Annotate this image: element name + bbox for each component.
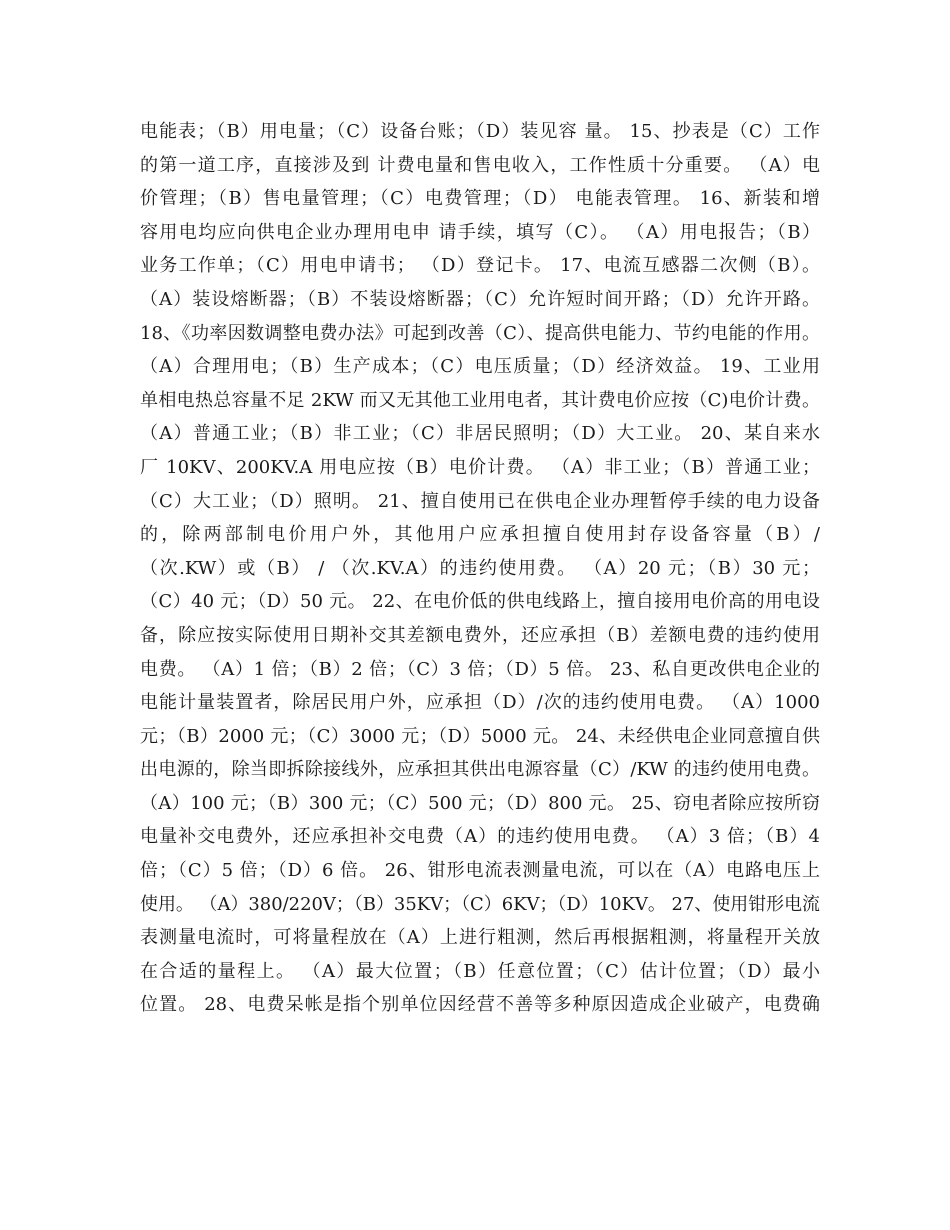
text-line-20: 出电源的，除当即拆除接线外，应承担其供出电源容量（C）/KW 的违约使用电费。 (140, 759, 820, 781)
text-line-2: 的第一道工序，直接涉及到 计费电量和售电收入，工作性质十分重要。 （A）电 (140, 154, 820, 176)
text-line-25: 表测量电流时，可将量程放在（A）上进行粗测，然后再根据粗测，将量程开关放 (140, 927, 820, 949)
text-line-23: 倍；（C）5 倍；（D）6 倍。 26、钳形电流表测量电流，可以在（A）电路电压上 (140, 860, 820, 882)
text-line-6: （A）装设熔断器；（B）不装设熔断器；（C）允许短时间开路；（D）允许开路。 (140, 288, 820, 310)
text-line-26: 在合适的量程上。 （A）最大位置；（B）任意位置；（C）估计位置；（D）最小 (140, 960, 820, 982)
text-line-15: （C）40 元；（D）50 元。 22、在电价低的供电线路上，擅自接用电价高的用电设 (140, 591, 820, 613)
text-line-9: 单相电热总容量不足 2KW 而又无其他工业用电者，其计费电价应按（C)电价计费。 (140, 389, 820, 411)
text-line-10: （A）普通工业；（B）非工业；（C）非居民照明；（D）大工业。 20、某自来水 (140, 423, 820, 445)
text-line-5: 业务工作单；（C）用电申请书； （D）登记卡。 17、电流互感器二次侧（B）。 (140, 255, 820, 277)
text-line-4: 容用电均应向供电企业办理用电申 请手续，填写（C）。 （A）用电报告；（B） (140, 221, 820, 243)
text-line-17: 电费。 （A）1 倍；（B）2 倍；（C）3 倍；（D）5 倍。 23、私自更改供电企业的 (140, 658, 820, 680)
text-line-16: 备，除应按实际使用日期补交其差额电费外，还应承担（B）差额电费的违约使用 (140, 624, 820, 646)
text-line-22: 电量补交电费外，还应承担补交电费（A）的违约使用电费。 （A）3 倍；（B）4 (140, 826, 820, 848)
text-line-27: 位置。 28、电费呆帐是指个别单位因经营不善等多种原因造成企业破产，电费确 (140, 994, 820, 1016)
text-line-14: （次.KW）或（B） / （次.KV.A）的违约使用费。 （A）20 元；（B）30 元； (140, 557, 820, 579)
text-line-7: 18、《功率因数调整电费办法》可起到改善（C）、提高供电能力、节约电能的作用。 (140, 322, 820, 344)
text-line-8: （A）合理用电；（B）生产成本；（C）电压质量；（D）经济效益。 19、工业用 (140, 356, 820, 378)
text-line-24: 使用。 （A）380/220V；（B）35KV；（C）6KV；（D）10KV。 27、使用钳形电流 (140, 893, 820, 915)
text-line-19: 元；（B）2000 元；（C）3000 元；（D）5000 元。 24、未经供电企业同意擅自供 (140, 725, 820, 747)
text-line-13: 的，除两部制电价用户外，其他用户应承担擅自使用封存设备容量（B）/ (140, 524, 820, 546)
text-line-3: 价管理；（B）售电量管理；（C）电费管理；（D） 电能表管理。 16、新装和增 (140, 188, 820, 210)
text-line-11: 厂 10KV、200KV.A 用电应按（B）电价计费。 （A）非工业；（B）普通工业； (140, 456, 820, 478)
text-line-18: 电能计量装置者，除居民用户外，应承担（D）/次的违约使用电费。 （A）1000 (140, 692, 820, 714)
document-body (140, 115, 820, 1022)
text-line-1: 电能表；（B）用电量；（C）设备台账；（D）装见容 量。 15、抄表是（C）工作 (140, 121, 820, 142)
text-line-12: （C）大工业；（D）照明。 21、擅自使用已在供电企业办理暂停手续的电力设备 (140, 490, 820, 512)
text-line-21: （A）100 元；（B）300 元；（C）500 元；（D）800 元。 25、窃电者除应按所窃 (140, 792, 820, 814)
